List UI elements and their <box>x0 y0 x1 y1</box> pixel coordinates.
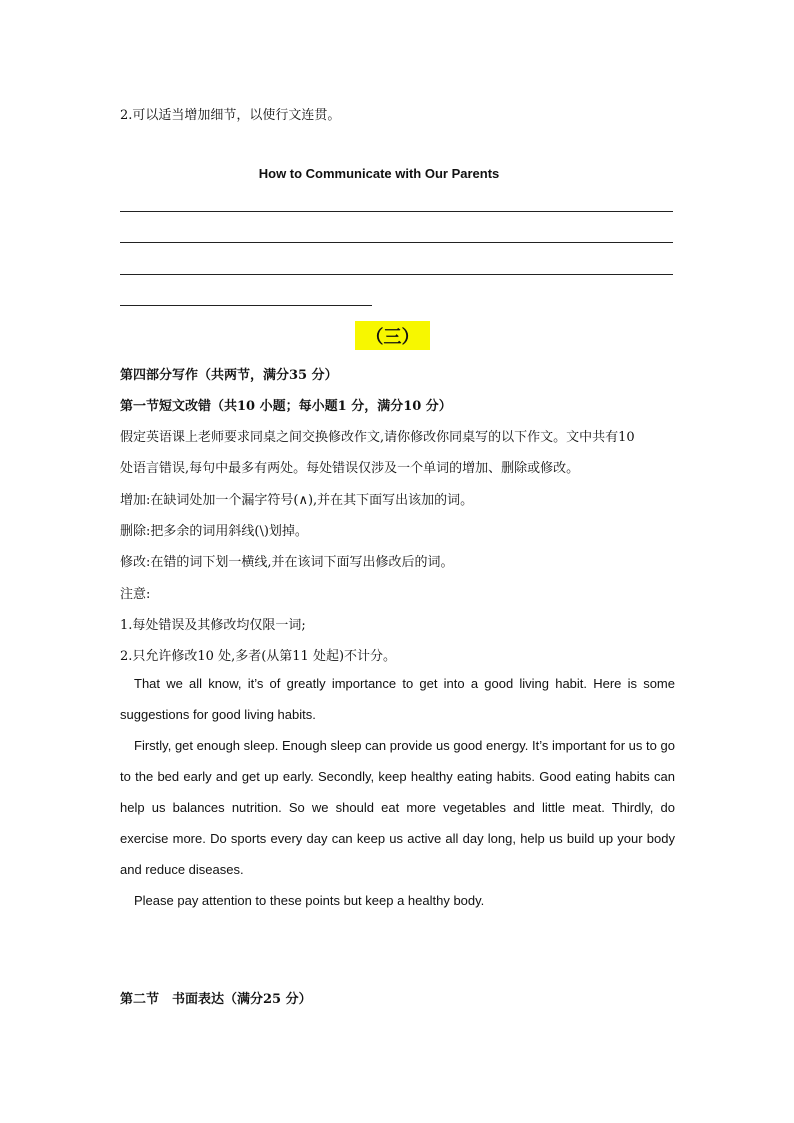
answer-line-4[interactable] <box>120 305 372 306</box>
intro-note: 2.可以适当增加细节，以使行文连贯。 <box>120 108 341 123</box>
instruction-line: 2.只允许修改10 处,多者(从第11 处起)不计分。 <box>120 649 397 664</box>
answer-line-1[interactable] <box>120 211 673 212</box>
passage-paragraph: Please pay attention to these points but keep a healthy body. <box>134 893 485 908</box>
answer-line-3[interactable] <box>120 274 673 275</box>
essay-title: How to Communicate with Our Parents <box>258 166 500 181</box>
part-heading: 第四部分写作（共两节，满分35 分） <box>120 368 338 383</box>
section1-heading: 第一节短文改错（共10 小题；每小题1 分，满分10 分） <box>120 399 452 414</box>
instruction-line: 处语言错误,每句中最多有两处。每处错误仅涉及一个单词的增加、删除或修改。 <box>120 461 580 476</box>
instruction-line: 修改:在错的词下划一横线,并在该词下面写出修改后的词。 <box>120 555 454 570</box>
instruction-line: 假定英语课上老师要求同桌之间交换修改作文,请你修改你同桌写的以下作文。文中共有10 <box>120 430 635 445</box>
passage <box>120 668 675 916</box>
section2-heading: 第二节 书面表达（满分25 分） <box>120 992 312 1007</box>
passage-paragraph: Firstly, get enough sleep. Enough sleep can provide us good energy. It’s important for us to go to the bed early and get up early. Secondly, keep healthy eating habits. Good eating habits can help us balances nutrition. So we should eat more vegetables and little meat. Thirdly, do exercise more. Do sports every day can keep us active all day long, help us build up your body and reduce diseases. <box>120 738 675 877</box>
instruction-line: 注意: <box>120 587 151 602</box>
section-badge: （三） <box>355 321 430 350</box>
answer-line-2[interactable] <box>120 242 673 243</box>
instruction-line: 1.每处错误及其修改均仅限一词; <box>120 618 306 633</box>
passage-paragraph: That we all know, it’s of greatly importance to get into a good living habit. Here is some suggestions for good living habits. <box>120 676 675 722</box>
instruction-line: 删除:把多余的词用斜线(\)划掉。 <box>120 524 308 539</box>
instruction-line: 增加:在缺词处加一个漏字符号(∧),并在其下面写出该加的词。 <box>120 493 474 508</box>
